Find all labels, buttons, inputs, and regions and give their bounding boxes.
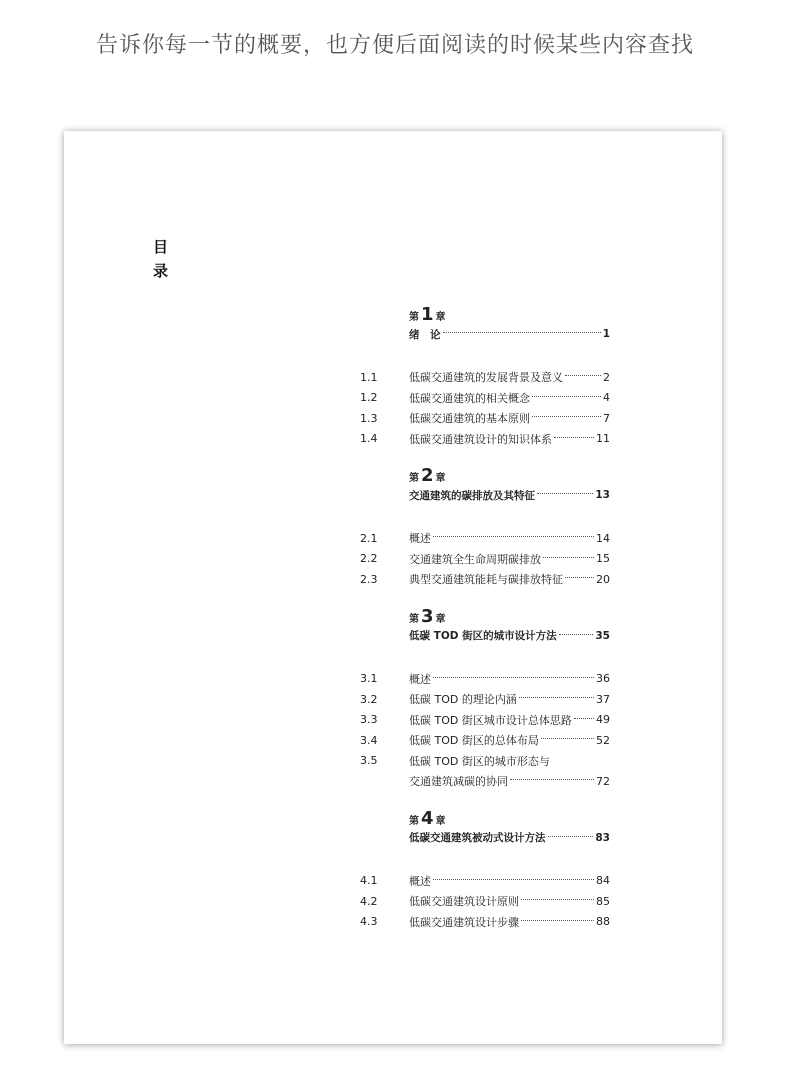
section-title: 低碳 TOD 的理论内涵 xyxy=(409,693,517,707)
toc-entry xyxy=(360,669,610,690)
dot-leader xyxy=(519,697,594,698)
dot-leader xyxy=(565,577,594,578)
chapter-title-row xyxy=(409,324,610,344)
toc-entry xyxy=(360,367,610,388)
toc-entry xyxy=(360,891,610,912)
dot-leader xyxy=(532,396,601,397)
section-title: 典型交通建筑能耗与碳排放特征 xyxy=(409,573,563,587)
section-title: 交通建筑全生命周期碳排放 xyxy=(409,552,541,566)
chapter-title: 低碳 TOD 街区的城市设计方法 xyxy=(409,630,557,642)
section-page-number: 88 xyxy=(596,915,610,929)
chapter-heading xyxy=(360,465,610,485)
section-title-continued: 交通建筑减碳的协同 xyxy=(409,775,508,789)
section-title: 低碳交通建筑设计的知识体系 xyxy=(409,432,552,446)
chapter-suffix: 章 xyxy=(435,613,446,625)
chapter-prefix: 第 xyxy=(409,312,419,323)
section-page-number: 2 xyxy=(603,370,610,384)
section-title: 低碳 TOD 街区的总体布局 xyxy=(409,734,539,748)
chapter-prefix: 第 xyxy=(409,815,419,827)
section-body xyxy=(409,732,610,748)
chapter-page-number: 1 xyxy=(602,328,610,340)
page-caption: 告诉你每一节的概要，也方便后面阅读的时候某些内容查找 xyxy=(95,33,694,58)
spacer xyxy=(360,646,610,669)
section-page-number: 49 xyxy=(596,713,610,727)
chapter-block xyxy=(360,606,610,808)
chapter-number: 1 xyxy=(421,304,434,325)
section-body xyxy=(409,691,610,707)
section-page-number: 7 xyxy=(603,411,610,425)
chapter-page-number: 35 xyxy=(595,629,610,642)
chapter-title-row xyxy=(409,626,610,646)
dot-leader xyxy=(574,718,594,719)
section-number: 4.3 xyxy=(360,915,378,929)
section-title: 低碳 TOD 街区的城市形态与 xyxy=(409,754,550,768)
spacer xyxy=(360,792,610,808)
chapter-title: 交通建筑的碳排放及其特征 xyxy=(409,489,535,502)
section-title: 低碳交通建筑设计原则 xyxy=(409,895,519,909)
dot-leader xyxy=(559,634,594,635)
section-title: 概述 xyxy=(409,874,431,888)
chapter-prefix: 第 xyxy=(409,613,419,625)
section-number: 4.1 xyxy=(360,874,378,888)
section-page-number: 72 xyxy=(596,774,610,788)
spacer xyxy=(360,344,610,367)
toc-entry xyxy=(360,429,610,450)
dot-leader xyxy=(543,557,594,558)
section-body xyxy=(409,773,610,789)
chapter-title-row xyxy=(409,828,610,848)
dot-leader xyxy=(521,920,594,921)
section-body xyxy=(409,712,610,728)
toc-entry xyxy=(360,871,610,892)
toc-title xyxy=(153,235,173,283)
chapter-title: 绪 论 xyxy=(409,328,441,341)
toc-entry xyxy=(360,569,610,590)
chapter-suffix: 章 xyxy=(435,473,446,484)
dot-leader xyxy=(433,677,594,678)
section-page-number: 36 xyxy=(596,672,610,686)
dot-leader xyxy=(521,899,594,900)
toc-entry xyxy=(360,730,610,751)
dot-leader xyxy=(554,437,594,438)
section-page-number: 11 xyxy=(596,432,610,446)
dot-leader xyxy=(548,836,594,837)
section-number: 3.4 xyxy=(360,733,378,747)
spacer xyxy=(360,590,610,606)
section-title: 概述 xyxy=(409,532,431,546)
spacer xyxy=(360,848,610,871)
section-number: 3.3 xyxy=(360,713,378,727)
section-body xyxy=(409,893,610,909)
chapter-number: 4 xyxy=(421,807,434,829)
section-body xyxy=(409,530,610,546)
section-title: 低碳交通建筑设计步骤 xyxy=(409,915,519,929)
section-number: 3.2 xyxy=(360,692,378,706)
dot-leader xyxy=(532,416,601,417)
section-number: 3.5 xyxy=(360,754,378,768)
section-number: 1.3 xyxy=(360,411,378,425)
section-page-number: 84 xyxy=(596,874,610,888)
section-page-number: 14 xyxy=(596,531,610,545)
toc-entry xyxy=(360,528,610,549)
chapter-heading xyxy=(360,606,610,626)
chapter-suffix: 章 xyxy=(435,312,446,323)
toc-title-char-2: 录 xyxy=(153,262,169,280)
spacer xyxy=(360,449,610,465)
dot-leader xyxy=(443,332,601,333)
section-body xyxy=(409,410,610,426)
section-number: 1.4 xyxy=(360,432,378,446)
chapter-number: 2 xyxy=(421,465,434,486)
toc-entry xyxy=(360,912,610,933)
chapter-number: 3 xyxy=(421,605,434,627)
section-number: 4.2 xyxy=(360,894,378,908)
section-body xyxy=(409,914,610,930)
section-number: 3.1 xyxy=(360,672,378,686)
dot-leader xyxy=(433,879,594,880)
chapter-block xyxy=(360,304,610,465)
chapter-block xyxy=(360,465,610,606)
section-page-number: 52 xyxy=(596,733,610,747)
toc-entry xyxy=(360,751,610,772)
dot-leader xyxy=(565,375,601,376)
section-page-number: 85 xyxy=(596,894,610,908)
section-page-number: 37 xyxy=(596,692,610,706)
table-of-contents xyxy=(360,304,610,932)
section-body xyxy=(409,571,610,587)
section-number: 1.1 xyxy=(360,370,378,384)
toc-entry xyxy=(360,689,610,710)
section-number: 2.2 xyxy=(360,552,378,566)
dot-leader xyxy=(433,536,594,537)
section-body xyxy=(409,390,610,406)
chapter-page-number: 83 xyxy=(595,831,610,844)
chapter-block xyxy=(360,808,610,933)
spacer xyxy=(360,505,610,528)
section-body xyxy=(409,369,610,385)
chapter-prefix: 第 xyxy=(409,473,419,484)
toc-entry xyxy=(360,408,610,429)
section-title: 低碳 TOD 街区城市设计总体思路 xyxy=(409,713,572,727)
chapter-title: 低碳交通建筑被动式设计方法 xyxy=(409,832,546,844)
section-body xyxy=(409,431,610,447)
dot-leader xyxy=(510,779,594,780)
section-title: 概述 xyxy=(409,672,431,686)
section-number: 2.3 xyxy=(360,572,378,586)
section-page-number: 4 xyxy=(603,391,610,405)
section-body xyxy=(409,873,610,889)
section-body xyxy=(409,753,610,769)
section-title: 低碳交通建筑的发展背景及意义 xyxy=(409,371,563,385)
chapter-heading xyxy=(360,808,610,828)
dot-leader xyxy=(537,493,593,494)
section-page-number: 20 xyxy=(596,572,610,586)
section-body xyxy=(409,551,610,567)
chapter-heading xyxy=(360,304,610,324)
section-body xyxy=(409,671,610,687)
toc-entry xyxy=(360,549,610,570)
section-title: 低碳交通建筑的相关概念 xyxy=(409,391,530,405)
section-number: 1.2 xyxy=(360,391,378,405)
toc-entry xyxy=(360,388,610,409)
document-page xyxy=(64,131,722,1044)
toc-title-char-1: 目 xyxy=(153,238,169,256)
section-number: 2.1 xyxy=(360,531,378,545)
section-page-number: 15 xyxy=(596,552,610,566)
chapter-suffix: 章 xyxy=(435,815,446,827)
section-title: 低碳交通建筑的基本原则 xyxy=(409,412,530,426)
toc-entry xyxy=(360,710,610,731)
dot-leader xyxy=(541,738,594,739)
chapter-page-number: 13 xyxy=(595,489,610,501)
chapter-title-row xyxy=(409,485,610,505)
toc-entry-continued xyxy=(360,771,610,792)
